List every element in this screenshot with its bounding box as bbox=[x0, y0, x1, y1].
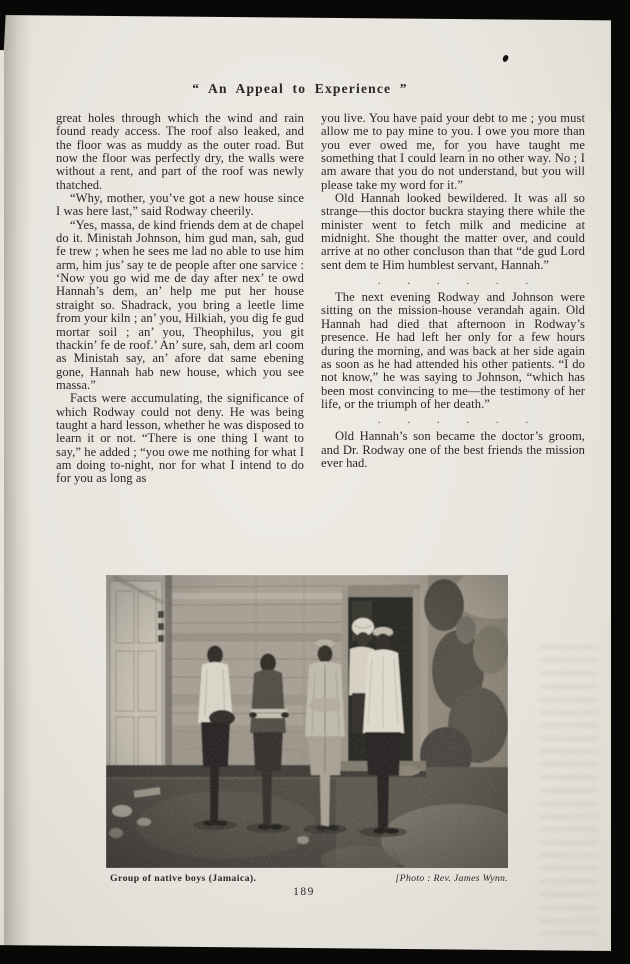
text-column-left bbox=[56, 112, 304, 486]
paragraph: “Yes, massa, de kind friends dem at de chapel do it. Ministah Johnson, him gud man, sah, gud fe trew ; when he sees me lad no able to use him arm, him jus’ say te de people after one sarvice : ‘Now you go wid me de day after nex’ te owd Hannah’s dem, an’ help me put her house straight so. Shadrack, you bring a leetle lime from your kiln ; an’ you, Hilkiah, you dig fe gud mortar soil ; an’ you, Theophilus, you git thackin’ fe de roof.’ An’ sure, sah, dem arl coom as Ministah say, an’ afore dat same ebening gone, Hannah hab new house, which you see massa.” bbox=[56, 217, 304, 392]
show-through-text bbox=[540, 640, 598, 940]
paragraph: Old Hannah looked bewildered. It was all so strange—this doctor buckra staying there while the minister went to fetch milk and medicine at midnight. She thought the matter over, and could arrive at no other concluson than that “de gud Lord sent dem te Him humblest servant, Hannah.” bbox=[321, 191, 585, 272]
paragraph: The next evening Rodway and Johnson were sitting on the mission-house verandah again. Old Hannah had died that afternoon in Rodway’s presence. He had left her only for a few hours during the morning, and was back at her side again as soon as he had attended his other patients. “I do not know,” he was saying to Johnson, “which has been most convincing to me—the testimony of her life, or the triumph of her death.” bbox=[321, 290, 585, 411]
section-separator-dots: . . . . . . bbox=[377, 275, 529, 288]
text-column-right bbox=[321, 112, 585, 470]
paragraph: Old Hannah’s son became the doctor’s groom, and Dr. Rodway one of the best friends the mission ever had. bbox=[321, 429, 585, 470]
photo-image bbox=[106, 575, 508, 868]
paragraph: great holes through which the wind and rain found ready access. The roof also leaked, and the floor was as muddy as the outer road. But now the floor was perfectly dry, the walls were without a rent, and part of the roof was newly thatched. bbox=[56, 111, 304, 192]
scan-border-right bbox=[611, 0, 630, 964]
photo-figure bbox=[106, 575, 508, 868]
photo-credit: [Photo : Rev. James Wynn. bbox=[395, 873, 508, 884]
paragraph: Facts were accumulating, the significance of which Rodway could not deny. He was being taught a hard lesson, whether he was disposed to learn it or not. “There is one thing I want to say,” he added ; “you owe me nothing for what I am doing to-night, nor for what I intend to do for you as long as bbox=[56, 391, 304, 486]
page-header-title: “ An Appeal to Experience ” bbox=[192, 81, 408, 96]
section-separator-dots: . . . . . . bbox=[377, 414, 529, 427]
page-number: 189 bbox=[293, 886, 315, 898]
paragraph: you live. You have paid your debt to me ; you must allow me to pay mine to you. I owe you more than you ever owed me, for you have taught me something that I could learn in no other way. No ; I am aware that you do not understand, but you will please take my word for it.” bbox=[321, 111, 585, 192]
paragraph: “Why, mother, you’ve got a new house since I was here last,” said Rodway cheerily. bbox=[56, 191, 304, 219]
photo-caption: Group of native boys (Jamaica). bbox=[110, 873, 257, 884]
